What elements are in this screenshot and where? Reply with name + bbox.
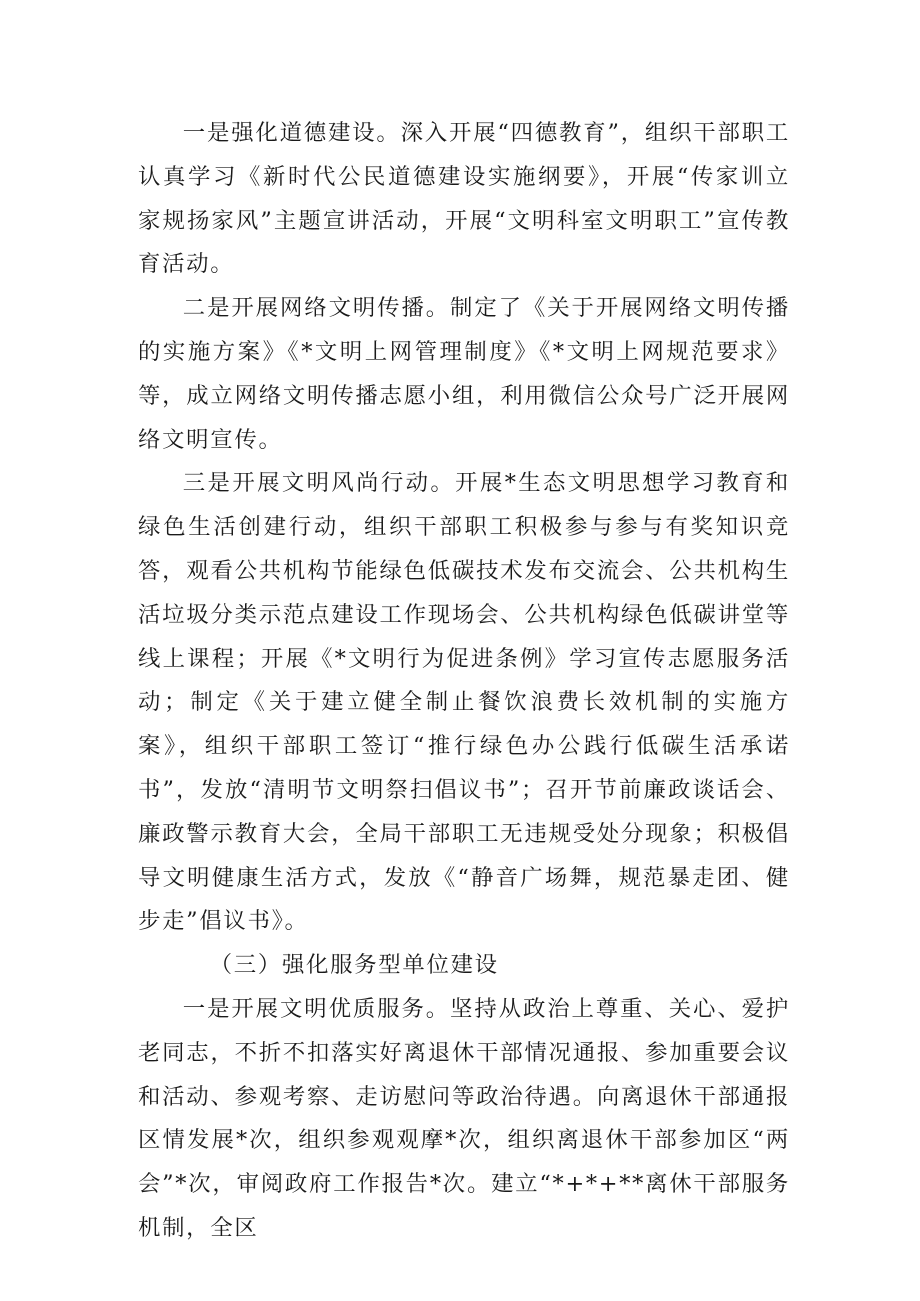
paragraph-civilized-customs: 三是开展文明风尚行动。开展*生态文明思想学习教育和绿色生活创建行动，组织干部职工积极参与参与有奖知识竞答，观看公共机构节能绿色低碳技术发布交流会、公共机构生活垃圾分类示范点建设工作现场会、公共机构绿色低碳讲堂等线上课程；开展《*文明行为促进条例》学习宣传志愿服务活动；制定《关于建立健全制止餐饮浪费长效机制的实施方案》，组织干部职工签订“推行绿色办公践行低碳生活承诺书”，发放“清明节文明祭扫倡议书”；召开节前廉政谈话会、廉政警示教育大会，全局干部职工无违规受处分现象；积极倡导文明健康生活方式，发放《“静音广场舞，规范暴走团、健步走”倡议书》。 — [138, 470, 790, 935]
paragraph-quality-service: 一是开展文明优质服务。坚持从政治上尊重、关心、爱护老同志，不折不扣落实好离退休干部情况通报、参加重要会议和活动、参观考察、走访慰问等政治待遇。向离退休干部通报区情发展*次，组织参观观摩*次，组织离退休干部参加区“两会”*次，审阅政府工作报告*次。建立“*+*+**离休干部服务机制，全区 — [138, 995, 790, 1241]
document-body — [138, 112, 790, 1251]
paragraph-network-civilization: 二是开展网络文明传播。制定了《关于开展网络文明传播的实施方案》《*文明上网管理制度》《*文明上网规范要求》等，成立网络文明传播志愿小组，利用微信公众号广泛开展网络文明宣传。 — [138, 295, 790, 453]
paragraph-moral-construction: 一是强化道德建设。深入开展“四德教育”，组织干部职工认真学习《新时代公民道德建设实施纲要》，开展“传家训立家规扬家风”主题宣讲活动，开展“文明科室文明职工”宣传教育活动。 — [138, 120, 790, 278]
section-heading: （三）强化服务型单位建设 — [209, 952, 499, 979]
